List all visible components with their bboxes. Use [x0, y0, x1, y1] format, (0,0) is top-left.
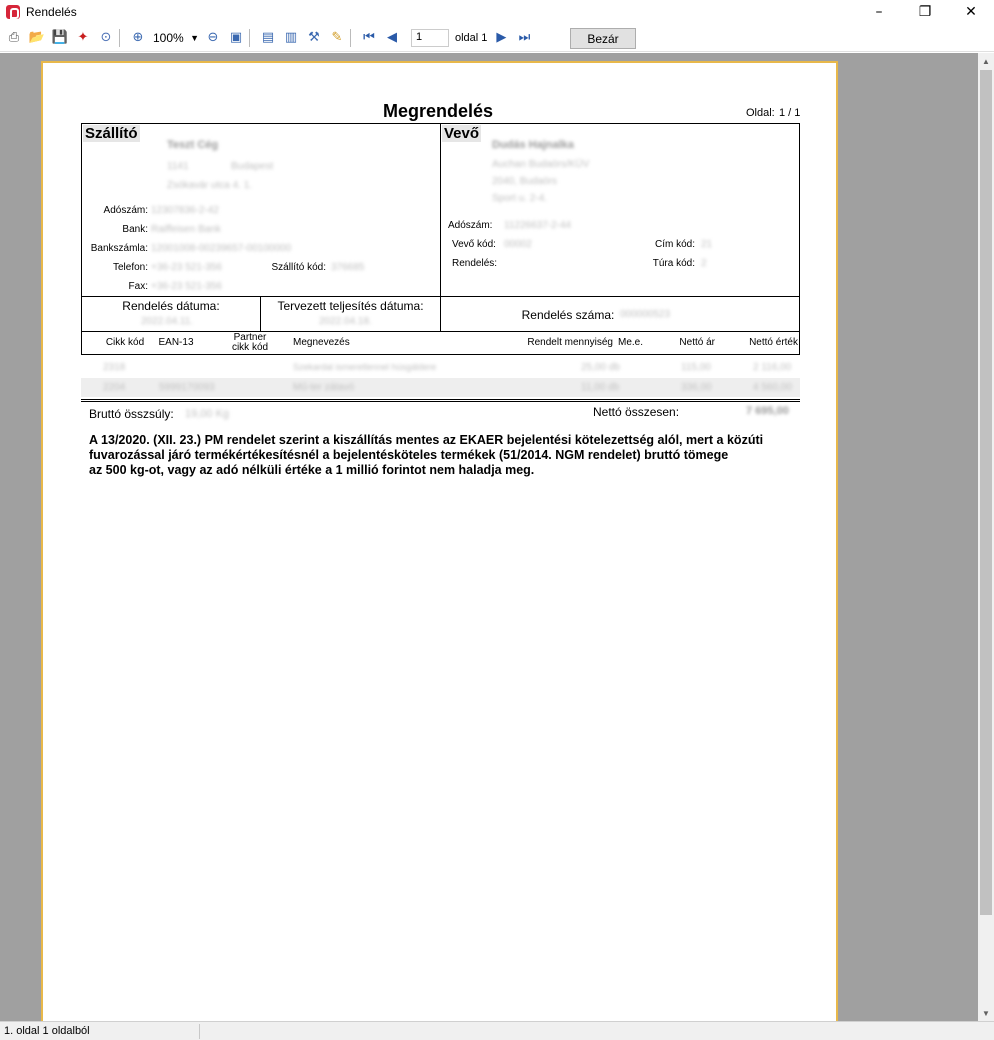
- row-net-price: 336,00: [681, 382, 712, 393]
- gross-weight-value: 19,00 Kg: [185, 408, 230, 420]
- order-date-value: 2022.04.11.: [141, 316, 194, 327]
- status-bar: [0, 1021, 994, 1040]
- planned-date-label: Tervezett teljesítés dátuma:: [277, 299, 424, 313]
- col-net-price: Nettó ár: [679, 337, 715, 348]
- supplier-tax-label: Adószám:: [103, 205, 148, 216]
- col-name: Megnevezés: [293, 337, 350, 348]
- supplier-code-label: Szállító kód:: [271, 262, 326, 273]
- app-logo-icon: [6, 5, 20, 19]
- last-page-icon[interactable]: ⏭: [518, 30, 531, 45]
- buyer-name: Dudás Hajnalka: [492, 139, 574, 151]
- buyer-route-code-value: 2: [701, 258, 707, 269]
- row-qty: 25,00 db: [581, 362, 620, 373]
- note-line-1: A 13/2020. (XII. 23.) PM rendelet szerint a kiszállítás mentes az EKAER bejelentési kötelezettség alól, mert a közúti: [89, 433, 764, 447]
- page-number-label: Oldal:: [746, 107, 775, 119]
- order-number-label: Rendelés száma:: [521, 308, 615, 322]
- buyer-heading: Vevő: [444, 125, 480, 142]
- prev-page-icon[interactable]: ◀: [387, 30, 397, 45]
- supplier-bank-label: Bank:: [122, 224, 148, 235]
- table-row: [81, 378, 800, 397]
- col-unit: Me.e.: [617, 337, 643, 348]
- supplier-phone-value: +36-23 521-356: [151, 262, 222, 273]
- buyer-customer-code-label: Vevő kód:: [452, 239, 496, 250]
- next-page-icon[interactable]: ▶: [496, 30, 507, 45]
- edit-icon[interactable]: ✎: [331, 30, 343, 45]
- title-bar: [0, 0, 994, 24]
- buyer-tax-label: Adószám:: [448, 220, 493, 231]
- vertical-scrollbar[interactable]: [978, 53, 994, 1021]
- row-name: Mű-ter zátavó: [293, 382, 355, 393]
- zoom-out-icon[interactable]: ⊖: [207, 30, 219, 45]
- col-item-code: Cikk kód: [105, 337, 145, 348]
- two-page-icon[interactable]: ▥: [284, 30, 298, 45]
- gross-weight-label: Bruttó összsúly:: [89, 407, 174, 421]
- first-page-icon[interactable]: ⏮: [363, 30, 375, 45]
- zoom-select[interactable]: [153, 29, 199, 47]
- totals-divider: [81, 399, 800, 402]
- open-folder-icon[interactable]: 📂: [28, 30, 46, 45]
- supplier-fax-label: Fax:: [128, 281, 148, 292]
- row-qty: 11,00 db: [581, 382, 620, 393]
- table-row: [81, 358, 800, 377]
- scrollbar-thumb[interactable]: [980, 70, 992, 915]
- buyer-order-label: Rendelés:: [452, 258, 498, 269]
- note-line-2: fuvarozással járó termékértékesítésnél a bejelentésköteles termékek (51/2014. NGM rendelet) bruttó tömege: [89, 448, 729, 462]
- toolbar: [0, 24, 994, 52]
- minimize-button[interactable]: –: [875, 4, 883, 20]
- supplier-fax-value: +36-23 521-356: [151, 281, 222, 292]
- scroll-down-icon[interactable]: ▼: [982, 1008, 990, 1018]
- row-net-price: 115,00: [681, 362, 711, 373]
- ekaer-note: [89, 433, 789, 478]
- buyer-route-code-label: Túra kód:: [652, 258, 695, 269]
- supplier-phone-label: Telefon:: [112, 262, 148, 273]
- close-button[interactable]: Bezár: [570, 28, 636, 49]
- supplier-account-value: 12001008-00239657-00100000: [151, 243, 292, 254]
- supplier-street: Zsókavár utca 4. 1.: [167, 180, 253, 191]
- supplier-bank-value: Raiffeisen Bank: [151, 224, 221, 235]
- buyer-address-line3: Sport u. 2-4.: [492, 193, 548, 204]
- pdf-export-icon[interactable]: ✦: [77, 30, 89, 45]
- net-total-value: 7 695,00: [746, 405, 789, 417]
- col-ean: EAN-13: [158, 337, 194, 348]
- preview-viewport: [0, 53, 978, 1021]
- page-title: Megrendelés: [383, 101, 494, 121]
- row-net-value: 2 116,00: [753, 362, 792, 373]
- print-icon[interactable]: ⎙: [8, 30, 20, 45]
- buyer-address-code-label: Cím kód:: [654, 239, 695, 250]
- page-number-input[interactable]: 1: [411, 29, 449, 47]
- single-page-icon[interactable]: ▤: [261, 30, 275, 45]
- report-page: [41, 61, 838, 1021]
- net-total-label: Nettó összesen:: [593, 405, 680, 419]
- fit-page-icon[interactable]: ▣: [229, 30, 243, 45]
- save-icon[interactable]: 💾: [51, 30, 69, 45]
- col-net-value: Nettó érték: [749, 337, 798, 348]
- zoom-in-icon[interactable]: ⊕: [132, 30, 144, 45]
- status-text: 1. oldal 1 oldalból: [4, 1025, 90, 1037]
- scroll-up-icon[interactable]: ▲: [982, 56, 990, 66]
- supplier-tax-value: 12307836-2-42: [151, 205, 219, 216]
- zoom-value: 100%: [153, 30, 184, 45]
- buyer-address-line1: Auchan Budaörs/KÜV: [492, 159, 590, 170]
- buyer-customer-code-value: 00002: [504, 239, 532, 250]
- row-ean: 5999170093: [159, 382, 215, 393]
- row-name: Szekardal ismeretlennel húsgáldere: [293, 362, 437, 372]
- buyer-tax-value: 11226637-2-44: [504, 220, 572, 231]
- maximize-button[interactable]: ❐: [918, 4, 932, 20]
- row-net-value: 4 560,00: [753, 382, 792, 393]
- planned-date-value: 2022.04.18.: [319, 316, 372, 327]
- col-partner-code: Partner cikk kód: [231, 332, 269, 353]
- page-count-label: oldal 1: [455, 31, 488, 44]
- note-line-3: az 500 kg-ot, vagy az adó nélküli értéke a 1 millió forintot nem haladja meg.: [89, 463, 535, 477]
- buyer-address-line2: 2040, Budaörs: [492, 176, 558, 187]
- supplier-zip: 1141: [167, 161, 189, 172]
- chevron-down-icon: ▼: [190, 32, 199, 43]
- supplier-code-value: 376685: [331, 262, 365, 273]
- page-setup-icon[interactable]: ⚒: [308, 30, 320, 45]
- supplier-city: Budapest: [231, 161, 274, 172]
- buyer-address-code-value: 21: [701, 239, 713, 250]
- row-item-code: 2318: [103, 362, 126, 373]
- page-number-value: 1 / 1: [779, 107, 801, 119]
- supplier-heading: Szállító: [85, 125, 138, 142]
- window-title: Rendelés: [26, 5, 77, 19]
- order-number-value: 000000523: [620, 309, 671, 320]
- col-qty: Rendelt mennyiség: [527, 337, 613, 348]
- close-window-button[interactable]: ✕: [965, 4, 977, 20]
- supplier-name: Teszt Cég: [167, 139, 219, 151]
- supplier-account-label: Bankszámla:: [90, 243, 148, 254]
- row-item-code: 2204: [103, 382, 126, 393]
- order-date-label: Rendelés dátuma:: [122, 299, 220, 313]
- find-icon[interactable]: ⊙: [100, 30, 112, 45]
